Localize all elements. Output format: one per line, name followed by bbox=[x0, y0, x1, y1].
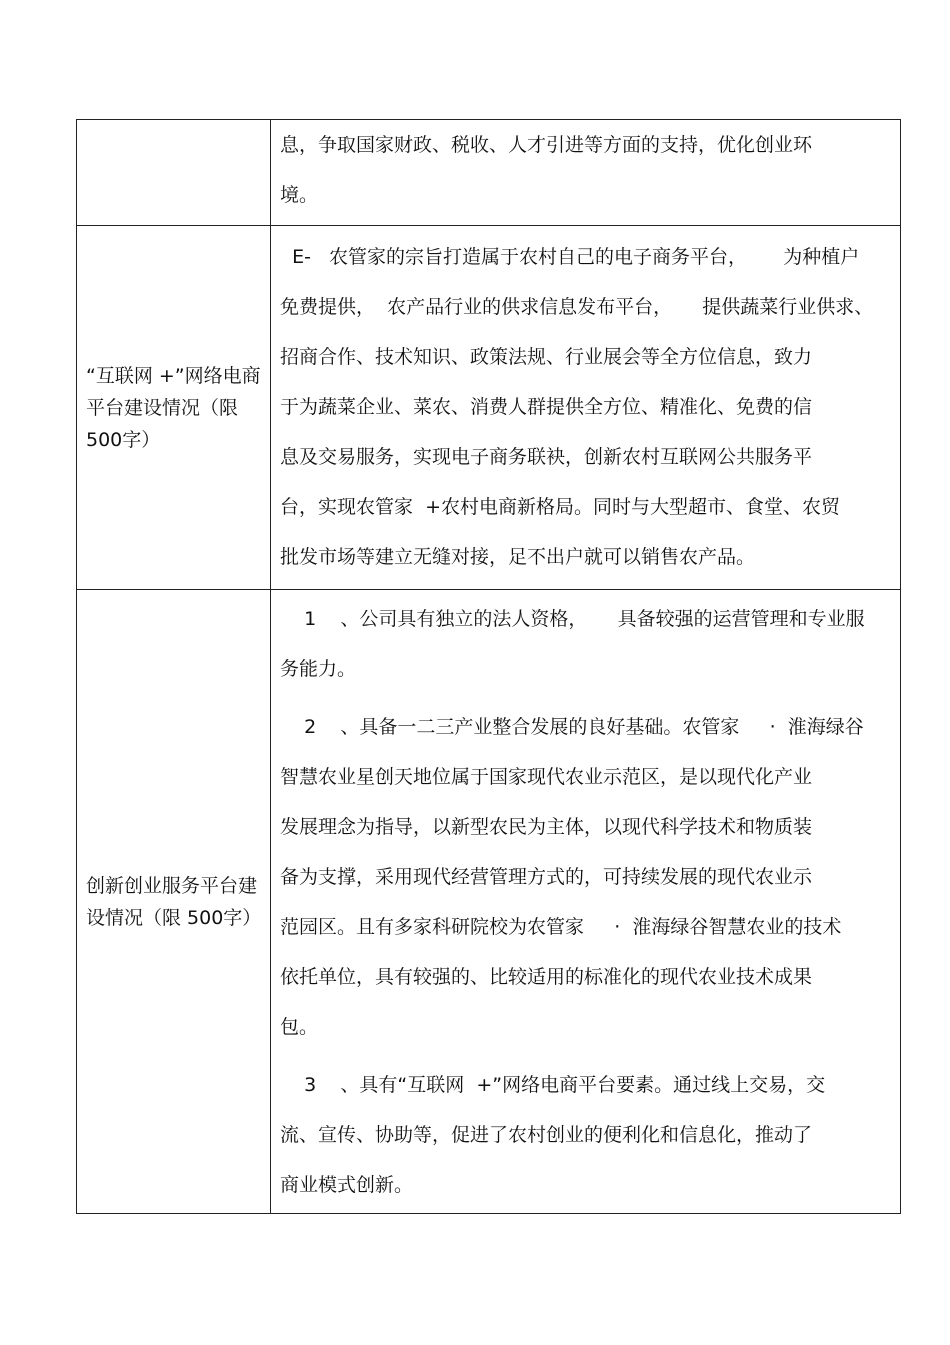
text-line: 务能力。 bbox=[280, 658, 357, 680]
row-content bbox=[271, 226, 901, 590]
row-label-empty bbox=[77, 120, 271, 226]
table-row bbox=[77, 590, 901, 1214]
row-label-internet-platform: “互联网 +”网络电商平台建设情况（限 500字） bbox=[77, 226, 271, 590]
text-line: 免费提供， 农产品行业的供求信息发布平台， 提供蔬菜行业供求、 bbox=[280, 296, 874, 318]
text-line: 依托单位，具有较强的、比较适用的标准化的现代农业技术成果 bbox=[280, 966, 813, 988]
text-line: 商业模式创新。 bbox=[280, 1174, 414, 1196]
document-table bbox=[76, 119, 901, 1214]
text-line: 于为蔬菜企业、菜农、消费人群提供全方位、精准化、免费的信 bbox=[280, 396, 813, 418]
table-row bbox=[77, 120, 901, 226]
text-line: 发展理念为指导，以新型农民为主体，以现代科学技术和物质装 bbox=[280, 816, 813, 838]
text-line: 包。 bbox=[280, 1016, 319, 1038]
text-line: 息及交易服务，实现电子商务联袂，创新农村互联网公共服务平 bbox=[280, 446, 813, 468]
text-line: 境。 bbox=[280, 184, 319, 206]
row-content bbox=[271, 590, 901, 1214]
paragraph bbox=[271, 1060, 900, 1210]
paragraph bbox=[271, 702, 900, 1052]
text-line: 息，争取国家财政、税收、人才引进等方面的支持，优化创业环 bbox=[280, 134, 813, 156]
text-line: 3 、具有“互联网 +”网络电商平台要素。通过线上交易，交 bbox=[280, 1074, 826, 1096]
text-line: 范园区。且有多家科研院校为农管家 · 淮海绿谷智慧农业的技术 bbox=[280, 916, 842, 938]
text-line: 备为支撑，采用现代经营管理方式的，可持续发展的现代农业示 bbox=[280, 866, 813, 888]
text-line: 台，实现农管家 +农村电商新格局。同时与大型超市、食堂、农贸 bbox=[280, 496, 841, 518]
text-line: 1 、公司具有独立的法人资格， 具备较强的运营管理和专业服 bbox=[280, 608, 865, 630]
row-content bbox=[271, 120, 901, 226]
text-line: 流、宣传、协助等，促进了农村创业的便利化和信息化，推动了 bbox=[280, 1124, 813, 1146]
text-line: 招商合作、技术知识、政策法规、行业展会等全方位信息，致力 bbox=[280, 346, 813, 368]
table-row bbox=[77, 226, 901, 590]
text-line: 2 、具备一二三产业整合发展的良好基础。农管家 · 淮海绿谷 bbox=[280, 716, 864, 738]
text-line: 智慧农业星创天地位属于国家现代农业示范区，是以现代化产业 bbox=[280, 766, 813, 788]
paragraph bbox=[271, 594, 900, 694]
row-label-innovation-platform: 创新创业服务平台建设情况（限 500字） bbox=[77, 590, 271, 1214]
text-line: 批发市场等建立无缝对接，足不出户就可以销售农产品。 bbox=[280, 546, 756, 568]
text-line: E- 农管家的宗旨打造属于农村自己的电子商务平台， 为种植户 bbox=[280, 246, 860, 268]
